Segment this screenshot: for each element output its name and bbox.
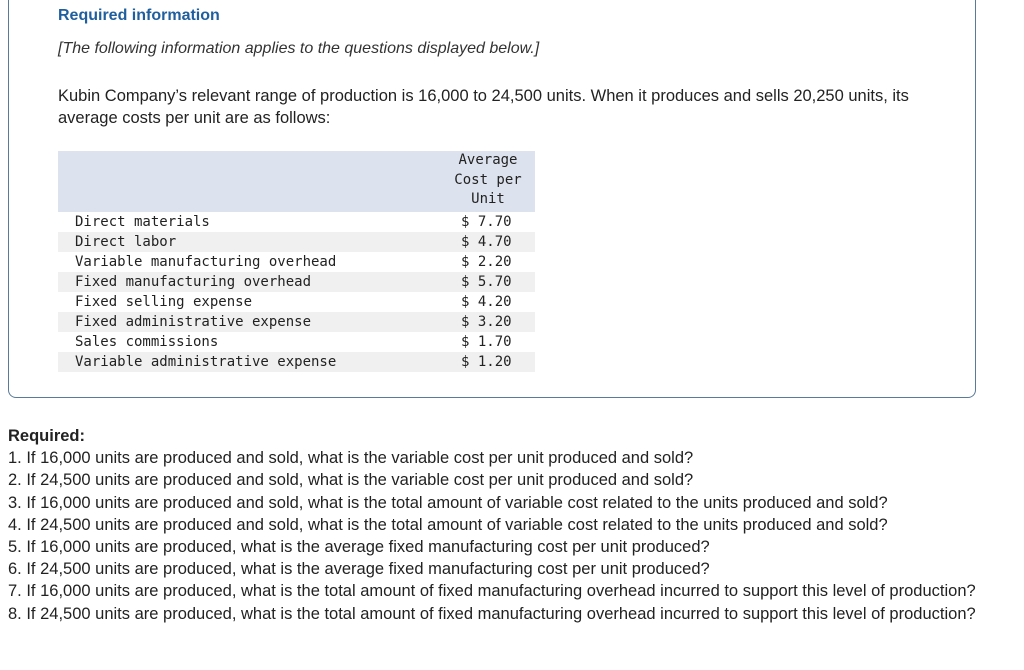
question-item: 4. If 24,500 units are produced and sold, what is the total amount of variable cost related to the units produced and sold? (8, 515, 888, 534)
question-item: 2. If 24,500 units are produced and sold, what is the variable cost per unit produced and sold? (8, 471, 694, 490)
table-row (58, 312, 535, 332)
table-row (58, 232, 535, 252)
row-cost: $ 1.70 (441, 332, 535, 352)
header-item (58, 151, 441, 212)
info-note: [The following information applies to the questions displayed below.] (58, 40, 540, 57)
row-item: Variable manufacturing overhead (58, 252, 441, 272)
required-section (8, 425, 1018, 625)
table-row (58, 212, 535, 232)
row-cost: $ 4.20 (441, 292, 535, 312)
row-item: Fixed manufacturing overhead (58, 272, 441, 292)
row-cost: $ 2.20 (441, 252, 535, 272)
table-row (58, 292, 535, 312)
cost-table (58, 151, 535, 372)
question-item: 7. If 16,000 units are produced, what is the total amount of fixed manufacturing overhead incurred to support this level of production? (8, 582, 976, 601)
table-row (58, 352, 535, 372)
table-row (58, 252, 535, 272)
row-item: Variable administrative expense (58, 352, 441, 372)
row-cost: $ 5.70 (441, 272, 535, 292)
row-cost: $ 3.20 (441, 312, 535, 332)
table-row (58, 272, 535, 292)
row-cost: $ 1.20 (441, 352, 535, 372)
cost-table-header (58, 151, 535, 212)
row-item: Direct labor (58, 232, 441, 252)
question-item: 5. If 16,000 units are produced, what is the average fixed manufacturing cost per unit produced? (8, 538, 710, 557)
row-item: Fixed selling expense (58, 292, 441, 312)
header-cost: Average Cost per Unit (441, 151, 535, 212)
info-paragraph: Kubin Company’s relevant range of production is 16,000 to 24,500 units. When it produces and sells 20,250 units, its average costs per unit are as follows: (58, 87, 909, 127)
row-item: Sales commissions (58, 332, 441, 352)
question-item: 3. If 16,000 units are produced and sold, what is the total amount of variable cost related to the units produced and sold? (8, 493, 888, 512)
info-title: Required information (58, 7, 220, 24)
required-title: Required: (8, 427, 86, 445)
row-item: Direct materials (58, 212, 441, 232)
table-row (58, 332, 535, 352)
question-item: 1. If 16,000 units are produced and sold, what is the variable cost per unit produced and sold? (8, 449, 694, 468)
row-cost: $ 4.70 (441, 232, 535, 252)
row-cost: $ 7.70 (441, 212, 535, 232)
row-item: Fixed administrative expense (58, 312, 441, 332)
question-item: 6. If 24,500 units are produced, what is the average fixed manufacturing cost per unit produced? (8, 560, 710, 579)
question-list (8, 447, 1018, 625)
question-item: 8. If 24,500 units are produced, what is the total amount of fixed manufacturing overhead incurred to support this level of production? (8, 604, 976, 623)
